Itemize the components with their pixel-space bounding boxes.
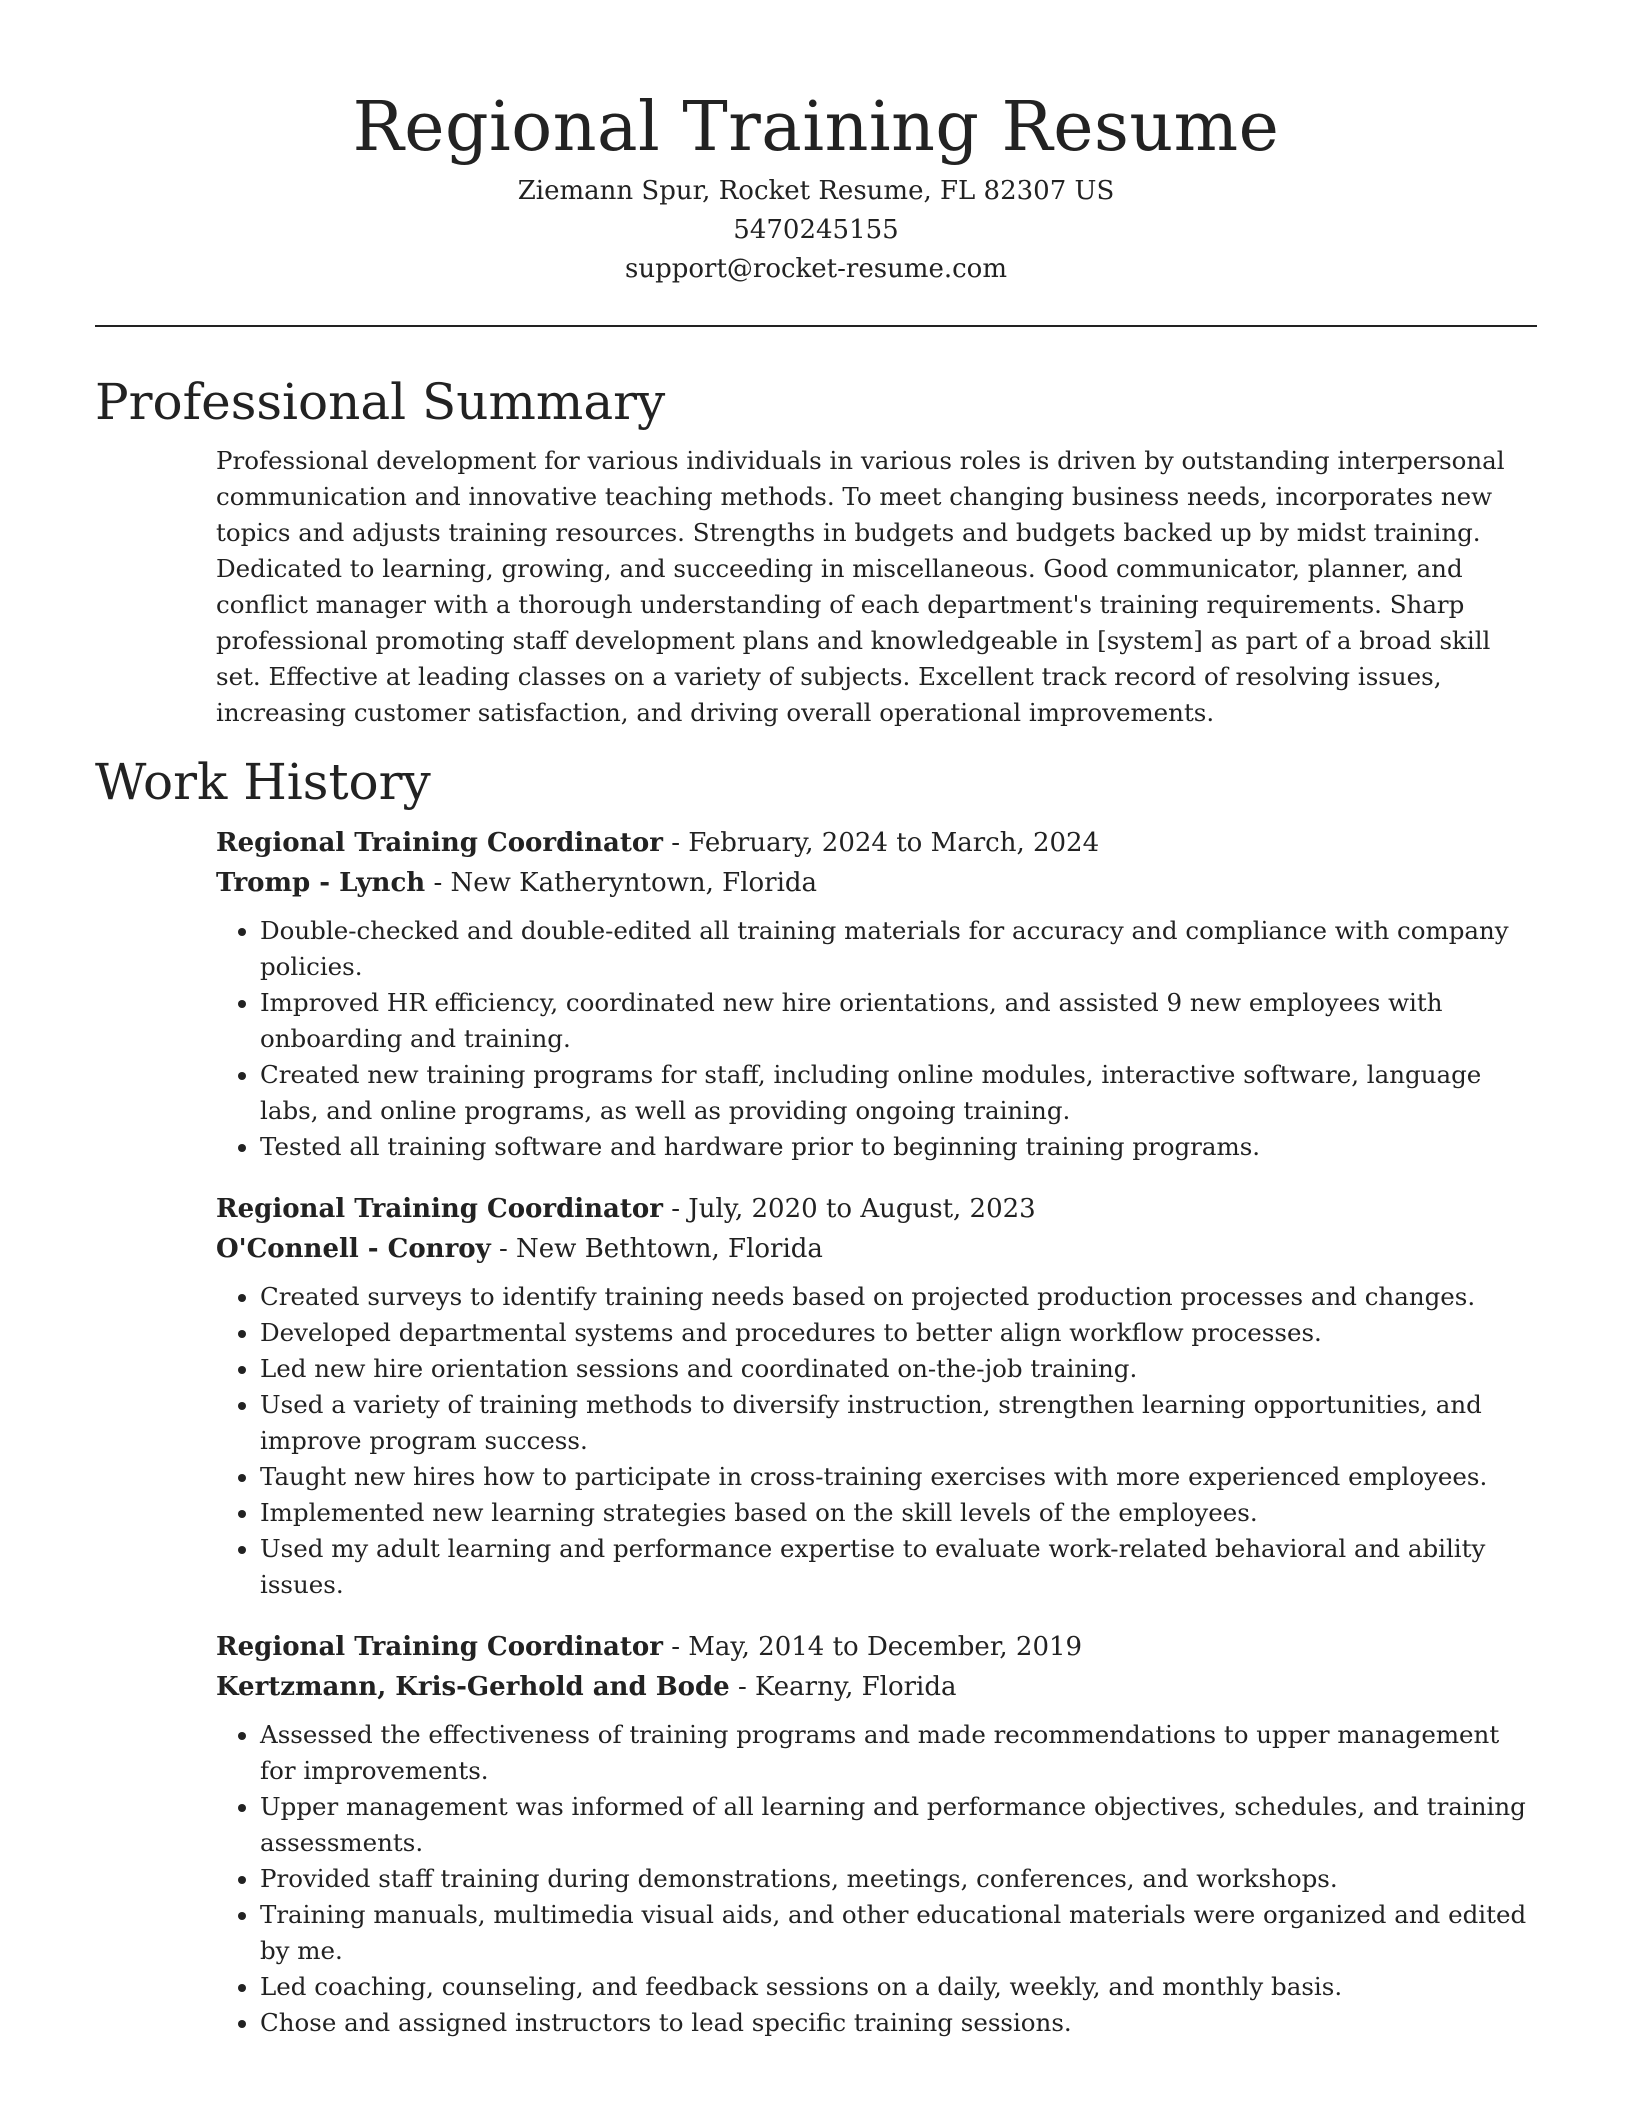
- header-divider: [95, 325, 1537, 327]
- job-role: Regional Training Coordinator: [216, 1632, 663, 1662]
- contact-email: support@rocket-resume.com: [624, 254, 1007, 284]
- list-item: • Provided staff training during demonstrations, meetings, conferences, and workshops.: [260, 1861, 1537, 1897]
- work-history-heading: Work History: [95, 753, 431, 811]
- job-company-line: [216, 863, 1537, 903]
- job-dates: - July, 2020 to August, 2023: [662, 1194, 1036, 1224]
- job-role: Regional Training Coordinator: [216, 828, 663, 858]
- job-title-line: [216, 1189, 1537, 1229]
- work-history-section: [216, 823, 1537, 2041]
- list-item: • Tested all training software and hardware prior to beginning training programs.: [260, 1129, 1537, 1165]
- resume-title: Regional Training Resume: [352, 88, 1280, 167]
- contact-address: Ziemann Spur, Rocket Resume, FL 82307 US: [517, 176, 1115, 206]
- list-item: • Used a variety of training methods to diversify instruction, strengthen learning opportunities, and improve program success.: [260, 1387, 1537, 1459]
- list-item: • Double-checked and double-edited all training materials for accuracy and compliance with company policies.: [260, 913, 1537, 985]
- list-item: • Led coaching, counseling, and feedback sessions on a daily, weekly, and monthly basis.: [260, 1969, 1537, 2005]
- resume-page: [95, 0, 1537, 2065]
- summary-section: [216, 443, 1537, 731]
- list-item: • Taught new hires how to participate in cross-training exercises with more experienced employees.: [260, 1459, 1537, 1495]
- job-entry: [216, 1189, 1537, 1603]
- job-company: Kertzmann, Kris-Gerhold and Bode: [216, 1672, 730, 1702]
- list-item: • Used my adult learning and performance expertise to evaluate work-related behavioral and ability issues.: [260, 1531, 1537, 1603]
- job-dates: - May, 2014 to December, 2019: [662, 1632, 1083, 1662]
- job-dates: - February, 2024 to March, 2024: [662, 828, 1100, 858]
- job-company: Tromp - Lynch: [216, 868, 426, 898]
- list-item: • Created surveys to identify training needs based on projected production processes and changes.: [260, 1279, 1537, 1315]
- contact-block: [95, 172, 1537, 289]
- job-title-line: [216, 823, 1537, 863]
- contact-phone: 5470245155: [733, 215, 899, 245]
- summary-heading: Professional Summary: [95, 373, 666, 431]
- list-item: • Led new hire orientation sessions and coordinated on-the-job training.: [260, 1351, 1537, 1387]
- job-company-line: [216, 1229, 1537, 1269]
- list-item: • Created new training programs for staff, including online modules, interactive software, language labs, and online programs, as well as providing ongoing training.: [260, 1057, 1537, 1129]
- list-item: • Chose and assigned instructors to lead specific training sessions.: [260, 2005, 1537, 2041]
- job-location: - New Bethtown, Florida: [490, 1234, 823, 1264]
- job-role: Regional Training Coordinator: [216, 1194, 663, 1224]
- job-bullets: [216, 913, 1537, 1165]
- list-item: • Developed departmental systems and procedures to better align workflow processes.: [260, 1315, 1537, 1351]
- list-item: • Upper management was informed of all learning and performance objectives, schedules, and training assessments.: [260, 1789, 1537, 1861]
- job-location: - New Katheryntown, Florida: [425, 868, 818, 898]
- job-title-line: [216, 1627, 1537, 1667]
- list-item: • Training manuals, multimedia visual aids, and other educational materials were organized and edited by me.: [260, 1897, 1537, 1969]
- job-location: - Kearny, Florida: [729, 1672, 957, 1702]
- job-bullets: [216, 1279, 1537, 1603]
- list-item: • Improved HR efficiency, coordinated new hire orientations, and assisted 9 new employees with onboarding and training.: [260, 985, 1537, 1057]
- job-entry: [216, 1627, 1537, 2041]
- summary-text: Professional development for various individuals in various roles is driven by outstanding interpersonal communication and innovative teaching methods. To meet changing business needs, incorporates new topics and adjusts training resources. Strengths in budgets and budgets backed up by midst training. Dedicated to learning, growing, and succeeding in miscellaneous. Good communicator, planner, and conflict manager with a thorough understanding of each department's training requirements. Sharp professional promoting staff development plans and knowledgeable in [system] as part of a broad skill set. Effective at leading classes on a variety of subjects. Excellent track record of resolving issues, increasing customer satisfaction, and driving overall operational improvements.: [216, 446, 1505, 727]
- list-item: • Assessed the effectiveness of training programs and made recommendations to upper management for improvements.: [260, 1717, 1537, 1789]
- job-entry: [216, 823, 1537, 1165]
- list-item: • Implemented new learning strategies based on the skill levels of the employees.: [260, 1495, 1537, 1531]
- job-company: O'Connell - Conroy: [216, 1234, 491, 1264]
- job-company-line: [216, 1667, 1537, 1707]
- job-bullets: [216, 1717, 1537, 2041]
